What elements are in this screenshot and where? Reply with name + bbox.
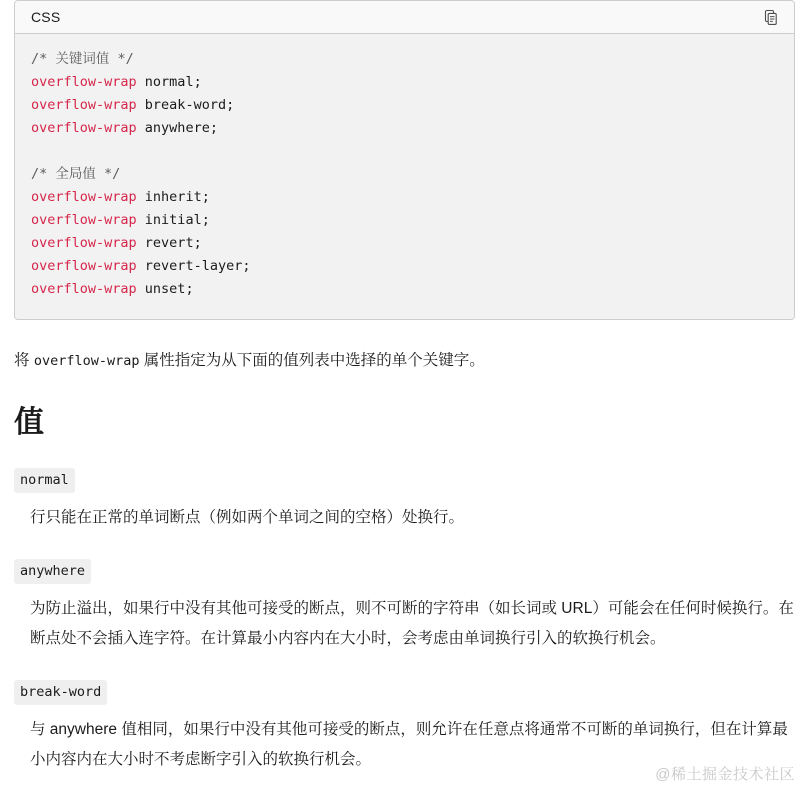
value-description-normal: 行只能在正常的单词断点（例如两个单词之间的空格）处换行。 xyxy=(30,509,465,526)
value-term-label: normal xyxy=(14,468,75,493)
code-line-property: overflow-wrap xyxy=(31,74,137,90)
code-line-value: initial; xyxy=(136,212,210,228)
code-line-property: overflow-wrap xyxy=(31,235,137,251)
code-sample-card xyxy=(14,0,795,320)
copy-to-clipboard-icon[interactable] xyxy=(760,6,782,28)
code-line-comment: /* 全局值 */ xyxy=(31,166,121,182)
code-line-value: break-word; xyxy=(136,97,235,113)
code-sample-body[interactable] xyxy=(15,34,794,319)
code-line-value: normal; xyxy=(136,74,202,90)
section-heading-values: 值 xyxy=(14,406,45,439)
value-term-break-word xyxy=(14,680,795,705)
value-term-anywhere xyxy=(14,559,795,584)
code-line-value: revert-layer; xyxy=(136,258,251,274)
code-line-value: inherit; xyxy=(136,189,210,205)
code-language-label: CSS xyxy=(31,9,61,25)
intro-text-before: 将 xyxy=(14,352,34,369)
intro-text-after: 属性指定为从下面的值列表中选择的单个关键字。 xyxy=(139,352,485,369)
site-watermark: @稀土掘金技术社区 xyxy=(655,766,795,783)
intro-paragraph xyxy=(14,348,795,374)
code-line-property: overflow-wrap xyxy=(31,281,137,297)
code-line-value: revert; xyxy=(136,235,202,251)
code-line-property: overflow-wrap xyxy=(31,120,137,136)
value-term-normal xyxy=(14,468,795,493)
code-sample-header xyxy=(15,1,794,34)
code-line-comment: /* 关键词值 */ xyxy=(31,51,134,67)
code-sample-text xyxy=(31,48,778,301)
value-term-label: break-word xyxy=(14,680,107,705)
value-description-break-word: 与 anywhere 值相同，如果行中没有其他可接受的断点，则允许在任意点将通常不可断的单词换行，但在计算最小内容内在大小时不考虑断字引入的软换行机会。 xyxy=(30,721,788,768)
inline-code-property: overflow-wrap xyxy=(33,353,140,369)
prose-content xyxy=(14,348,795,775)
value-description-anywhere: 为防止溢出，如果行中没有其他可接受的断点，则不可断的字符串（如长词或 URL）可能会在任何时候换行。在断点处不会插入连字符。在计算最小内容内在大小时，会考虑由单词换行引入的软换行机会。 xyxy=(30,600,794,647)
code-line-property: overflow-wrap xyxy=(31,97,137,113)
code-line-property: overflow-wrap xyxy=(31,189,137,205)
code-line-value: anywhere; xyxy=(136,120,218,136)
values-definition-list xyxy=(14,468,795,775)
code-line-property: overflow-wrap xyxy=(31,212,137,228)
value-term-label: anywhere xyxy=(14,559,91,584)
code-line-property: overflow-wrap xyxy=(31,258,137,274)
code-line-value: unset; xyxy=(136,281,194,297)
